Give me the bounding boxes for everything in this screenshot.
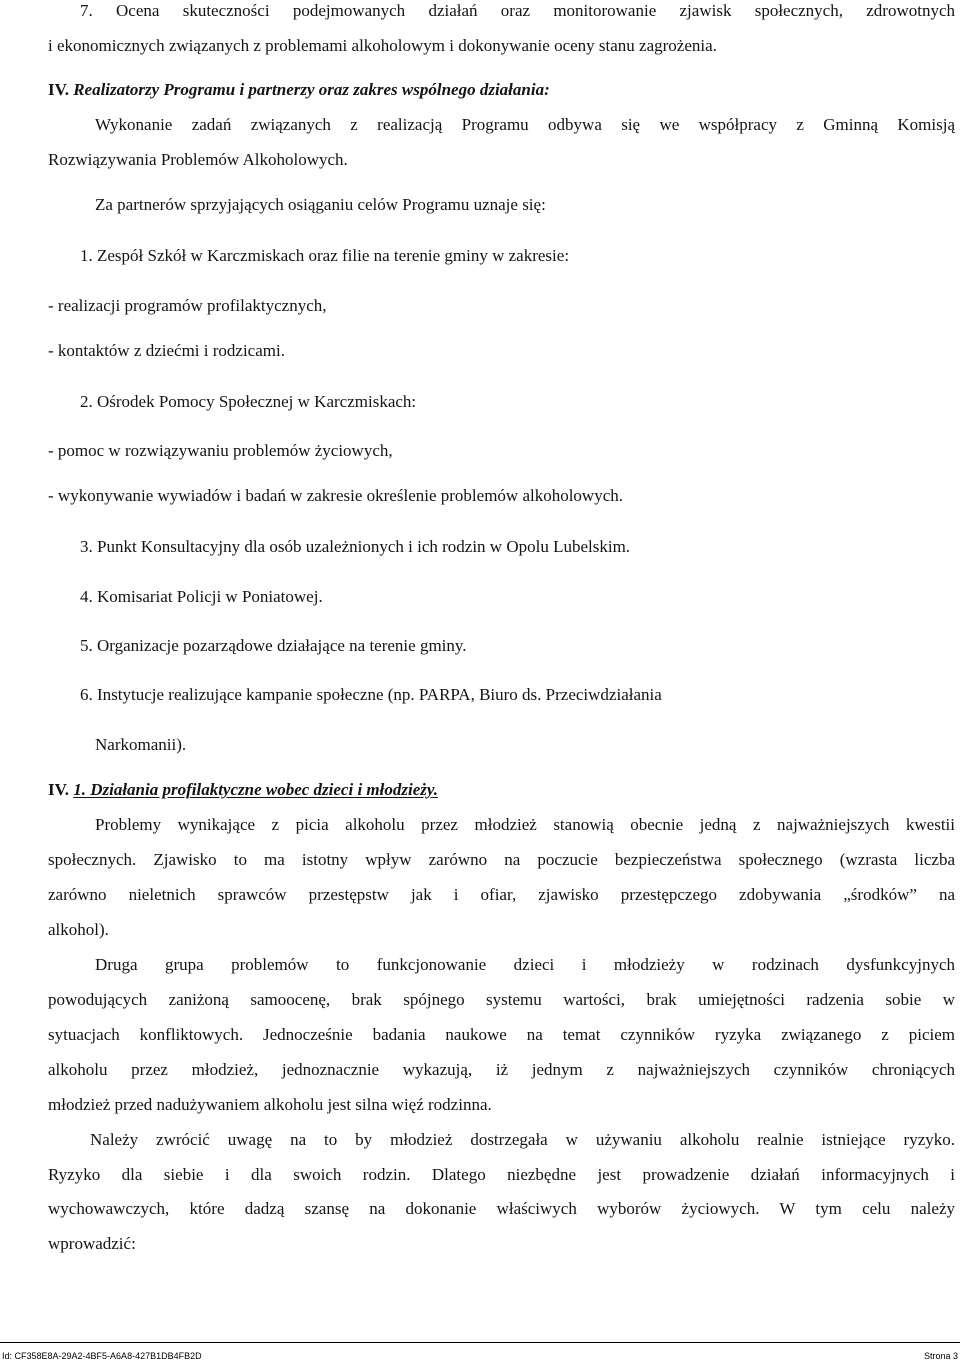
list-item: - wykonywanie wywiadów i badań w zakresie określenie problemów alkoholowych. bbox=[48, 486, 624, 505]
partners-intro: Za partnerów sprzyjających osiąganiu celów Programu uznaje się: bbox=[95, 195, 546, 214]
paragraph-1-line: zarówno nieletnich sprawców przestępstw jak i ofiar, zjawisko przestępczego zdobywania „środków” na bbox=[48, 885, 955, 904]
section-iv-1-title: 1. Działania profilaktyczne wobec dzieci i młodzieży. bbox=[73, 780, 439, 799]
section-iv-heading bbox=[48, 80, 550, 100]
section-iv-number: IV. bbox=[48, 80, 69, 99]
paragraph-3-line: wprowadzić: bbox=[48, 1234, 136, 1253]
paragraph-2-line: sytuacjach konfliktowych. Jednocześnie badania naukowe na temat czynników ryzyka związanego z piciem bbox=[48, 1025, 955, 1044]
paragraph-1-line: alkohol). bbox=[48, 920, 109, 939]
paragraph-3-line: wychowawczych, które dadzą szansę na dokonanie właściwych wyborów życiowych. W tym celu należy bbox=[48, 1199, 955, 1218]
paragraph-1-line: społecznych. Zjawisko to ma istotny wpływ zarówno na poczucie bezpieczeństwa społecznego (wzrasta liczba bbox=[48, 850, 955, 869]
section-iv-paragraph-line-2: Rozwiązywania Problemów Alkoholowych. bbox=[48, 150, 348, 169]
list-item: - pomoc w rozwiązywaniu problemów życiowych, bbox=[48, 441, 393, 460]
list-item: Narkomanii). bbox=[95, 735, 187, 754]
section-iv-paragraph-line-1: Wykonanie zadań związanych z realizacją Programu odbywa się we współpracy z Gminną Komisją bbox=[95, 115, 955, 134]
paragraph-2-line: powodujących zaniżoną samoocenę, brak spójnego systemu wartości, brak umiejętności radzenia sobie w bbox=[48, 990, 955, 1009]
section-iv-1-number: IV. bbox=[48, 780, 69, 799]
paragraph-2-line: alkoholu przez młodzież, jednoznacznie wykazują, iż jednym z najważniejszych czynników chroniących bbox=[48, 1060, 955, 1079]
section-iv-1-heading bbox=[48, 780, 438, 800]
paragraph-2-line: Druga grupa problemów to funkcjonowanie dzieci i młodzieży w rodzinach dysfunkcyjnych bbox=[95, 955, 955, 974]
section-7-line-1: 7. Ocena skuteczności podejmowanych działań oraz monitorowanie zjawisk społecznych, zdrowotnych bbox=[80, 1, 955, 20]
list-item: - kontaktów z dziećmi i rodzicami. bbox=[48, 341, 285, 360]
list-item: 1. Zespół Szkół w Karczmiskach oraz filie na terenie gminy w zakresie: bbox=[80, 246, 570, 265]
paragraph-1-line: Problemy wynikające z picia alkoholu przez młodzież stanowią obecnie jedną z najważniejszych kwestii bbox=[95, 815, 955, 834]
section-iv-title: Realizatorzy Programu i partnerzy oraz zakres wspólnego działania: bbox=[73, 80, 550, 99]
list-item: - realizacji programów profilaktycznych, bbox=[48, 296, 327, 315]
paragraph-3-line: Ryzyko dla siebie i dla swoich rodzin. Dlatego niezbędne jest prowadzenie działań informacyjnych i bbox=[48, 1165, 955, 1184]
list-item: 2. Ośrodek Pomocy Społecznej w Karczmiskach: bbox=[80, 392, 417, 411]
list-item: 4. Komisariat Policji w Poniatowej. bbox=[80, 587, 323, 606]
footer-divider bbox=[0, 1342, 960, 1343]
list-item: 3. Punkt Konsultacyjny dla osób uzależnionych i ich rodzin w Opolu Lubelskim. bbox=[80, 537, 631, 556]
section-7-line-2: i ekonomicznych związanych z problemami alkoholowym i dokonywanie oceny stanu zagrożenia. bbox=[48, 36, 717, 55]
list-item: 6. Instytucje realizujące kampanie społeczne (np. PARPA, Biuro ds. Przeciwdziałania bbox=[80, 685, 662, 704]
list-item: 5. Organizacje pozarządowe działające na terenie gminy. bbox=[80, 636, 467, 655]
paragraph-3-line: Należy zwrócić uwagę na to by młodzież dostrzegała w używaniu alkoholu realnie istniejące ryzyko. bbox=[90, 1130, 955, 1149]
page-number: Strona 3 bbox=[923, 1351, 958, 1361]
paragraph-2-line: młodzież przed nadużywaniem alkoholu jest silna więź rodzinna. bbox=[48, 1095, 492, 1114]
document-id: Id: CF358E8A-29A2-4BF5-A6A8-427B1DB4FB2D bbox=[2, 1351, 202, 1361]
